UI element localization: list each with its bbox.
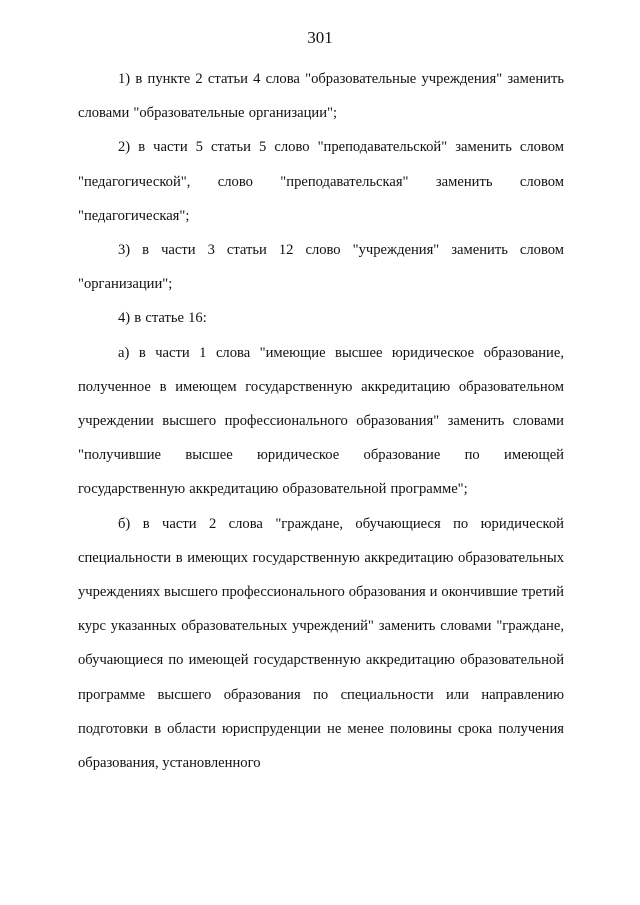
- paragraph-1: 1) в пункте 2 статьи 4 слова "образовательные учреждения" заменить словами "образовательные организации";: [78, 71, 564, 122]
- paragraph-2: 2) в части 5 статьи 5 слово "преподавательской" заменить словом "педагогической", слово "преподавательская" заменить словом "педагогическая";: [78, 139, 564, 224]
- paragraph-3: 3) в части 3 статьи 12 слово "учреждения" заменить словом "организации";: [78, 242, 564, 293]
- paragraph-4: 4) в статье 16:: [118, 310, 207, 327]
- paragraph-4b: б) в части 2 слова "граждане, обучающиеся по юридической специальности в имеющих государственную аккредитацию образовательных учреждениях высшего профессионального образования и окончившие третий курс указанных образовательных учреждений" заменить словами "граждане, обучающиеся по имеющей государственную аккредитацию образовательной программе высшего образования по специальности или направлению подготовки в области юриспруденции не менее половины срока получения образования, установленного: [78, 515, 564, 772]
- page-number: 301: [307, 28, 333, 47]
- document-body: [78, 62, 564, 780]
- paragraph-4a: а) в части 1 слова "имеющие высшее юридическое образование, полученное в имеющем государственную аккредитацию образовательном учреждении высшего профессионального образования" заменить словами "получившие высшее юридическое образование по имеющей государственную аккредитацию образовательной программе";: [78, 344, 564, 498]
